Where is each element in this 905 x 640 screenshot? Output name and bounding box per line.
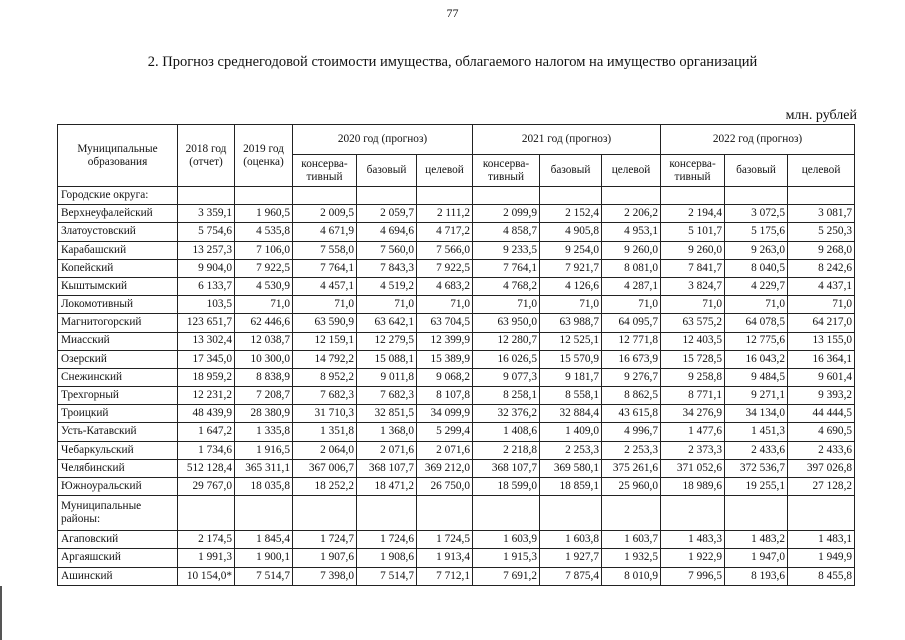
value-cell: 7 996,5 [661, 567, 725, 585]
value-cell: 9 258,8 [661, 368, 725, 386]
value-cell: 2 218,8 [473, 441, 540, 459]
header-variant: целевой [602, 155, 661, 187]
municipality-name: Копейский [58, 259, 178, 277]
value-cell: 7 922,5 [417, 259, 473, 277]
value-cell: 2 253,3 [602, 441, 661, 459]
value-cell: 1 368,0 [357, 423, 417, 441]
value-cell: 7 691,2 [473, 567, 540, 585]
value-cell: 2 111,2 [417, 205, 473, 223]
municipality-name: Трехгорный [58, 387, 178, 405]
value-cell: 18 035,8 [235, 478, 293, 496]
municipality-name: Аргаяшский [58, 549, 178, 567]
table-row [58, 423, 855, 441]
value-cell: 7 764,1 [293, 259, 357, 277]
value-cell: 7 921,7 [540, 259, 602, 277]
value-cell: 17 345,0 [178, 350, 235, 368]
value-cell: 12 280,7 [473, 332, 540, 350]
value-cell: 63 642,1 [357, 314, 417, 332]
value-cell: 12 403,5 [661, 332, 725, 350]
value-cell: 1 483,2 [725, 531, 788, 549]
value-cell: 9 068,2 [417, 368, 473, 386]
value-cell: 16 043,2 [725, 350, 788, 368]
value-cell: 29 767,0 [178, 478, 235, 496]
value-cell: 8 010,9 [602, 567, 661, 585]
municipality-name: Локомотивный [58, 296, 178, 314]
value-cell: 2 194,4 [661, 205, 725, 223]
value-cell: 7 566,0 [417, 241, 473, 259]
value-cell: 4 671,9 [293, 223, 357, 241]
value-cell: 1 724,7 [293, 531, 357, 549]
value-cell: 7 764,1 [473, 259, 540, 277]
municipality-name: Магнитогорский [58, 314, 178, 332]
value-cell: 369 580,1 [540, 459, 602, 477]
value-cell: 4 229,7 [725, 277, 788, 295]
value-cell: 32 884,4 [540, 405, 602, 423]
value-cell: 4 690,5 [788, 423, 855, 441]
table-row [58, 405, 855, 423]
value-cell: 34 099,9 [417, 405, 473, 423]
value-cell: 26 750,0 [417, 478, 473, 496]
table-row [58, 549, 855, 567]
value-cell: 1 335,8 [235, 423, 293, 441]
value-cell: 44 444,5 [788, 405, 855, 423]
value-cell: 1 947,0 [725, 549, 788, 567]
value-cell: 2 099,9 [473, 205, 540, 223]
value-cell: 1 603,7 [602, 531, 661, 549]
value-cell: 7 208,7 [235, 387, 293, 405]
value-cell: 365 311,1 [235, 459, 293, 477]
value-cell: 9 077,3 [473, 368, 540, 386]
value-cell: 9 904,0 [178, 259, 235, 277]
value-cell: 48 439,9 [178, 405, 235, 423]
value-cell: 8 040,5 [725, 259, 788, 277]
value-cell: 18 859,1 [540, 478, 602, 496]
value-cell: 1 409,0 [540, 423, 602, 441]
value-cell: 1 900,1 [235, 549, 293, 567]
value-cell: 1 907,6 [293, 549, 357, 567]
value-cell: 3 081,7 [788, 205, 855, 223]
value-cell: 1 991,3 [178, 549, 235, 567]
value-cell: 7 843,3 [357, 259, 417, 277]
value-cell: 103,5 [178, 296, 235, 314]
value-cell: 12 279,5 [357, 332, 417, 350]
value-cell: 7 841,7 [661, 259, 725, 277]
value-cell: 9 263,0 [725, 241, 788, 259]
value-cell: 1 647,2 [178, 423, 235, 441]
value-cell: 13 302,4 [178, 332, 235, 350]
value-cell: 13 257,3 [178, 241, 235, 259]
value-cell: 28 380,9 [235, 405, 293, 423]
value-cell: 7 514,7 [235, 567, 293, 585]
property-tax-forecast-table [57, 124, 855, 586]
value-cell: 63 950,0 [473, 314, 540, 332]
value-cell: 12 399,9 [417, 332, 473, 350]
value-cell: 18 959,2 [178, 368, 235, 386]
value-cell: 8 081,0 [602, 259, 661, 277]
value-cell: 2 433,6 [788, 441, 855, 459]
scan-edge-mark [0, 586, 2, 640]
value-cell: 63 704,5 [417, 314, 473, 332]
value-cell: 1 724,5 [417, 531, 473, 549]
value-cell: 18 599,0 [473, 478, 540, 496]
value-cell: 10 154,0* [178, 567, 235, 585]
value-cell: 32 851,5 [357, 405, 417, 423]
value-cell: 9 181,7 [540, 368, 602, 386]
header-2021: 2021 год (прогноз) [473, 125, 661, 155]
value-cell: 372 536,7 [725, 459, 788, 477]
value-cell: 2 009,5 [293, 205, 357, 223]
value-cell: 1 927,7 [540, 549, 602, 567]
value-cell: 34 276,9 [661, 405, 725, 423]
value-cell: 5 101,7 [661, 223, 725, 241]
header-2022: 2022 год (прогноз) [661, 125, 855, 155]
value-cell: 9 271,1 [725, 387, 788, 405]
value-cell: 1 949,9 [788, 549, 855, 567]
value-cell: 15 389,9 [417, 350, 473, 368]
value-cell: 4 996,7 [602, 423, 661, 441]
value-cell: 10 300,0 [235, 350, 293, 368]
table-row [58, 314, 855, 332]
header-variant: консерва-тивный [661, 155, 725, 187]
value-cell: 1 603,8 [540, 531, 602, 549]
units-label: млн. рублей [785, 108, 857, 123]
value-cell: 1 408,6 [473, 423, 540, 441]
municipality-name: Снежинский [58, 368, 178, 386]
value-cell: 6 133,7 [178, 277, 235, 295]
value-cell: 1 916,5 [235, 441, 293, 459]
value-cell: 1 477,6 [661, 423, 725, 441]
value-cell: 8 455,8 [788, 567, 855, 585]
value-cell: 9 268,0 [788, 241, 855, 259]
value-cell: 1 734,6 [178, 441, 235, 459]
value-cell: 1 603,9 [473, 531, 540, 549]
table-row [58, 478, 855, 496]
value-cell: 71,0 [473, 296, 540, 314]
value-cell: 27 128,2 [788, 478, 855, 496]
value-cell: 7 514,7 [357, 567, 417, 585]
table-body [58, 187, 855, 586]
value-cell: 7 712,1 [417, 567, 473, 585]
value-cell: 64 095,7 [602, 314, 661, 332]
value-cell: 71,0 [293, 296, 357, 314]
value-cell: 4 905,8 [540, 223, 602, 241]
value-cell: 8 107,8 [417, 387, 473, 405]
value-cell: 12 231,2 [178, 387, 235, 405]
value-cell: 4 126,6 [540, 277, 602, 295]
value-cell: 5 754,6 [178, 223, 235, 241]
value-cell: 31 710,3 [293, 405, 357, 423]
value-cell: 9 484,5 [725, 368, 788, 386]
value-cell: 71,0 [417, 296, 473, 314]
value-cell: 1 351,8 [293, 423, 357, 441]
value-cell: 367 006,7 [293, 459, 357, 477]
value-cell: 43 615,8 [602, 405, 661, 423]
header-2020: 2020 год (прогноз) [293, 125, 473, 155]
value-cell: 7 398,0 [293, 567, 357, 585]
value-cell: 63 988,7 [540, 314, 602, 332]
value-cell: 8 838,9 [235, 368, 293, 386]
header-variant: консерва-тивный [473, 155, 540, 187]
value-cell: 4 694,6 [357, 223, 417, 241]
municipality-name: Усть-Катавский [58, 423, 178, 441]
table-row [58, 368, 855, 386]
value-cell: 71,0 [235, 296, 293, 314]
value-cell: 2 174,5 [178, 531, 235, 549]
value-cell: 15 088,1 [357, 350, 417, 368]
header-2018: 2018 год (отчет) [178, 125, 235, 187]
value-cell: 4 519,2 [357, 277, 417, 295]
value-cell: 8 242,6 [788, 259, 855, 277]
value-cell: 2 373,3 [661, 441, 725, 459]
value-cell: 1 483,3 [661, 531, 725, 549]
table-row [58, 459, 855, 477]
value-cell: 9 260,0 [602, 241, 661, 259]
group-label: Городские округа: [58, 187, 178, 205]
value-cell: 9 260,0 [661, 241, 725, 259]
value-cell: 2 064,0 [293, 441, 357, 459]
value-cell: 2 433,6 [725, 441, 788, 459]
value-cell: 71,0 [602, 296, 661, 314]
value-cell: 4 717,2 [417, 223, 473, 241]
value-cell: 2 071,6 [417, 441, 473, 459]
municipality-name: Ашинский [58, 567, 178, 585]
value-cell: 4 768,2 [473, 277, 540, 295]
value-cell: 34 134,0 [725, 405, 788, 423]
value-cell: 71,0 [725, 296, 788, 314]
value-cell: 7 682,3 [293, 387, 357, 405]
table-row [58, 332, 855, 350]
value-cell: 71,0 [788, 296, 855, 314]
value-cell: 3 072,5 [725, 205, 788, 223]
value-cell: 16 364,1 [788, 350, 855, 368]
table-row [58, 387, 855, 405]
value-cell: 62 446,6 [235, 314, 293, 332]
value-cell: 9 233,5 [473, 241, 540, 259]
municipality-name: Челябинский [58, 459, 178, 477]
header-variant: консерва-тивный [293, 155, 357, 187]
value-cell: 3 824,7 [661, 277, 725, 295]
value-cell: 71,0 [357, 296, 417, 314]
value-cell: 71,0 [661, 296, 725, 314]
value-cell: 16 673,9 [602, 350, 661, 368]
municipality-name: Златоустовский [58, 223, 178, 241]
value-cell: 9 393,2 [788, 387, 855, 405]
value-cell: 12 038,7 [235, 332, 293, 350]
table-row [58, 241, 855, 259]
header-variant: базовый [540, 155, 602, 187]
value-cell: 397 026,8 [788, 459, 855, 477]
value-cell: 4 858,7 [473, 223, 540, 241]
value-cell: 9 011,8 [357, 368, 417, 386]
municipality-name: Южноуральский [58, 478, 178, 496]
value-cell: 18 252,2 [293, 478, 357, 496]
value-cell: 16 026,5 [473, 350, 540, 368]
value-cell: 12 159,1 [293, 332, 357, 350]
header-municipal: Муниципальные образования [58, 125, 178, 187]
value-cell: 2 152,4 [540, 205, 602, 223]
value-cell: 18 989,6 [661, 478, 725, 496]
group-row-districts [58, 496, 855, 531]
table-row [58, 296, 855, 314]
value-cell: 2 071,6 [357, 441, 417, 459]
value-cell: 3 359,1 [178, 205, 235, 223]
table-row [58, 441, 855, 459]
table-row [58, 223, 855, 241]
page-number: 77 [446, 6, 459, 20]
value-cell: 64 078,5 [725, 314, 788, 332]
table-row [58, 205, 855, 223]
value-cell: 4 437,1 [788, 277, 855, 295]
municipality-name: Озерский [58, 350, 178, 368]
value-cell: 15 728,5 [661, 350, 725, 368]
value-cell: 375 261,6 [602, 459, 661, 477]
value-cell: 512 128,4 [178, 459, 235, 477]
value-cell: 9 254,0 [540, 241, 602, 259]
value-cell: 1 845,4 [235, 531, 293, 549]
value-cell: 1 932,5 [602, 549, 661, 567]
value-cell: 14 792,2 [293, 350, 357, 368]
value-cell: 369 212,0 [417, 459, 473, 477]
value-cell: 5 299,4 [417, 423, 473, 441]
value-cell: 2 253,3 [540, 441, 602, 459]
value-cell: 4 287,1 [602, 277, 661, 295]
value-cell: 4 683,2 [417, 277, 473, 295]
value-cell: 64 217,0 [788, 314, 855, 332]
value-cell: 1 915,3 [473, 549, 540, 567]
value-cell: 12 775,6 [725, 332, 788, 350]
value-cell: 1 451,3 [725, 423, 788, 441]
value-cell: 5 250,3 [788, 223, 855, 241]
value-cell: 13 155,0 [788, 332, 855, 350]
value-cell: 1 922,9 [661, 549, 725, 567]
table-row [58, 277, 855, 295]
value-cell: 8 193,6 [725, 567, 788, 585]
value-cell: 2 206,2 [602, 205, 661, 223]
group-row-urban [58, 187, 855, 205]
municipality-name: Верхнеуфалейский [58, 205, 178, 223]
value-cell: 2 059,7 [357, 205, 417, 223]
municipality-name: Троицкий [58, 405, 178, 423]
header-2019: 2019 год (оценка) [235, 125, 293, 187]
municipality-name: Агаповский [58, 531, 178, 549]
value-cell: 123 651,7 [178, 314, 235, 332]
header-variant: целевой [788, 155, 855, 187]
value-cell: 18 471,2 [357, 478, 417, 496]
municipality-name: Карабашский [58, 241, 178, 259]
value-cell: 4 535,8 [235, 223, 293, 241]
table-row [58, 259, 855, 277]
value-cell: 7 922,5 [235, 259, 293, 277]
value-cell: 4 530,9 [235, 277, 293, 295]
value-cell: 7 560,0 [357, 241, 417, 259]
table-row [58, 567, 855, 585]
value-cell: 7 106,0 [235, 241, 293, 259]
value-cell: 1 483,1 [788, 531, 855, 549]
municipality-name: Миасский [58, 332, 178, 350]
value-cell: 12 771,8 [602, 332, 661, 350]
value-cell: 7 875,4 [540, 567, 602, 585]
value-cell: 8 771,1 [661, 387, 725, 405]
value-cell: 8 952,2 [293, 368, 357, 386]
value-cell: 368 107,7 [473, 459, 540, 477]
value-cell: 1 908,6 [357, 549, 417, 567]
value-cell: 7 558,0 [293, 241, 357, 259]
value-cell: 63 575,2 [661, 314, 725, 332]
value-cell: 9 601,4 [788, 368, 855, 386]
value-cell: 368 107,7 [357, 459, 417, 477]
value-cell: 8 258,1 [473, 387, 540, 405]
value-cell: 5 175,6 [725, 223, 788, 241]
value-cell: 9 276,7 [602, 368, 661, 386]
value-cell: 4 953,1 [602, 223, 661, 241]
value-cell: 371 052,6 [661, 459, 725, 477]
value-cell: 1 913,4 [417, 549, 473, 567]
value-cell: 12 525,1 [540, 332, 602, 350]
group-label: Муниципальные районы: [58, 496, 178, 531]
value-cell: 1 960,5 [235, 205, 293, 223]
header-variant: базовый [357, 155, 417, 187]
value-cell: 1 724,6 [357, 531, 417, 549]
value-cell: 25 960,0 [602, 478, 661, 496]
value-cell: 8 862,5 [602, 387, 661, 405]
document-title: 2. Прогноз среднегодовой стоимости имущества, облагаемого налогом на имущество организаций [147, 54, 758, 70]
value-cell: 7 682,3 [357, 387, 417, 405]
value-cell: 71,0 [540, 296, 602, 314]
value-cell: 19 255,1 [725, 478, 788, 496]
table-row [58, 531, 855, 549]
header-variant: целевой [417, 155, 473, 187]
value-cell: 15 570,9 [540, 350, 602, 368]
value-cell: 32 376,2 [473, 405, 540, 423]
table-row [58, 350, 855, 368]
municipality-name: Кыштымский [58, 277, 178, 295]
municipality-name: Чебаркульский [58, 441, 178, 459]
header-variant: базовый [725, 155, 788, 187]
value-cell: 63 590,9 [293, 314, 357, 332]
value-cell: 4 457,1 [293, 277, 357, 295]
value-cell: 8 558,1 [540, 387, 602, 405]
